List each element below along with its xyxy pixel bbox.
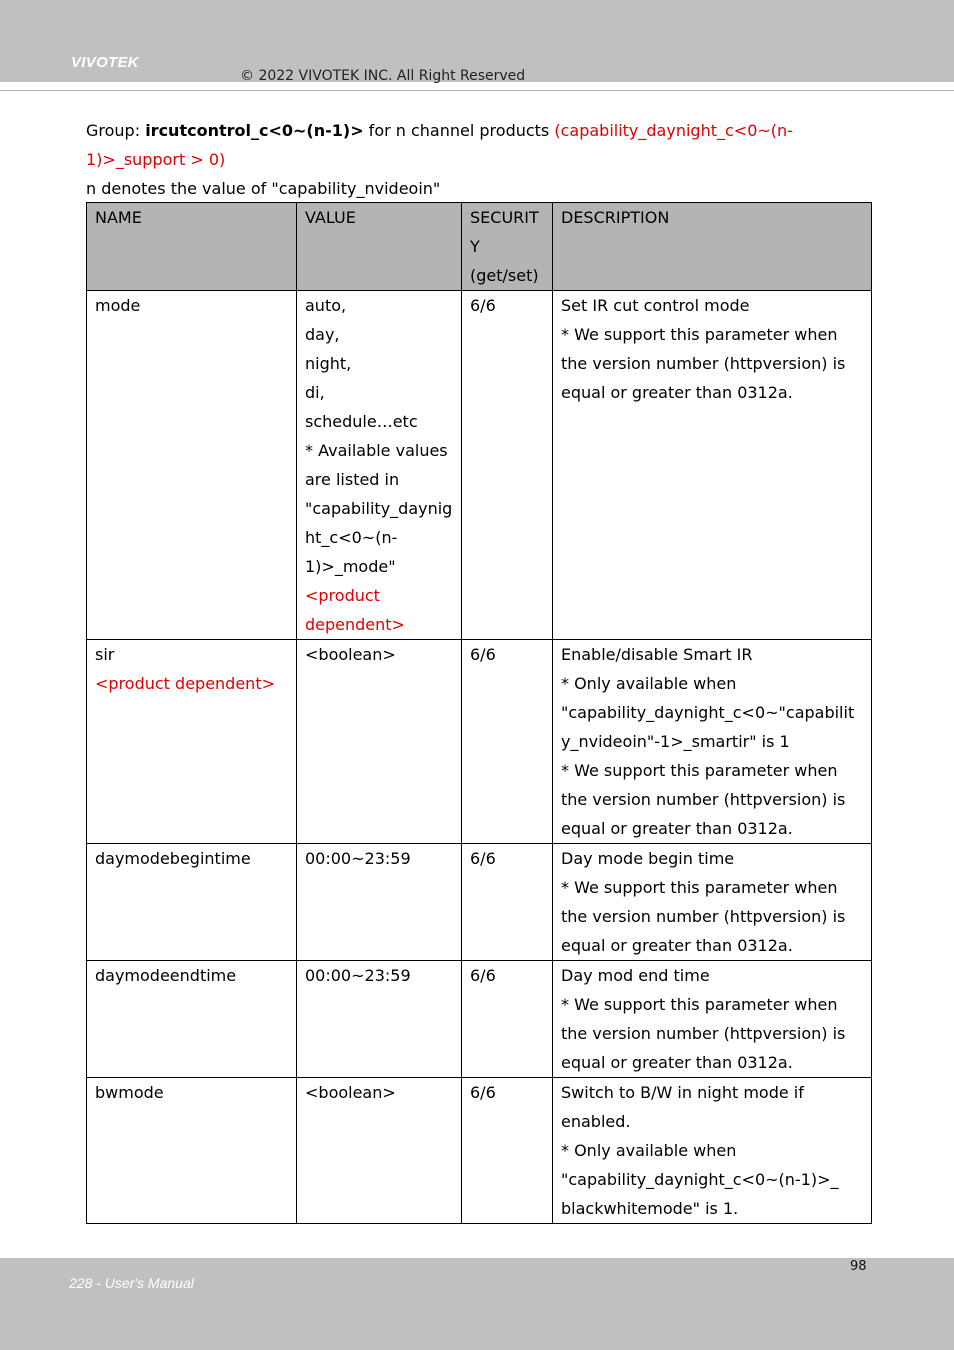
group-name: ircutcontrol_c<0~(n-1)> <box>145 121 364 140</box>
param-description-cell <box>553 844 872 961</box>
header-name: NAME <box>87 203 297 291</box>
param-value-line: * Available values are listed in "capability_daynight_c<0~(n-1)>_mode" <box>305 441 453 576</box>
param-name: daymodebegintime <box>95 849 251 868</box>
header-description: DESCRIPTION <box>553 203 872 291</box>
param-description-cell <box>553 640 872 844</box>
param-description-line: * Only available when "capability_daynight_c<0~(n-1)>_ blackwhitemode" is 1. <box>561 1141 839 1218</box>
param-security: 6/6 <box>470 1083 496 1102</box>
page-header <box>0 0 954 82</box>
param-value-line: <boolean> <box>305 645 396 664</box>
param-name-cell <box>87 844 297 961</box>
param-security-cell <box>462 961 553 1078</box>
param-security: 6/6 <box>470 966 496 985</box>
param-value-line: 00:00~23:59 <box>305 966 411 985</box>
param-security: 6/6 <box>470 296 496 315</box>
param-value-cell <box>297 291 462 640</box>
param-value-cell <box>297 961 462 1078</box>
param-description-line: Set IR cut control mode <box>561 296 750 315</box>
param-description-line: Day mode begin time <box>561 849 735 868</box>
group-condition: (capability_daynight_c<0~(n-1)>_support > 0) <box>86 121 793 169</box>
param-value-line: night, <box>305 354 352 373</box>
page-number: 98 <box>850 1259 867 1274</box>
param-value-line: auto, <box>305 296 347 315</box>
param-value-line: di, <box>305 383 325 402</box>
table-row <box>87 291 872 640</box>
param-security: 6/6 <box>470 849 496 868</box>
param-value-line: <boolean> <box>305 1083 396 1102</box>
page-footer <box>0 1258 954 1350</box>
param-name: mode <box>95 296 141 315</box>
param-security-cell <box>462 291 553 640</box>
table-row <box>87 961 872 1078</box>
param-description-line: Switch to B/W in night mode if enabled. <box>561 1083 804 1131</box>
header-security: SECURITY (get/set) <box>462 203 553 291</box>
param-description-line: * Only available when "capability_daynight_c<0~"capability_nvideoin"-1>_smartir" is 1 <box>561 674 855 751</box>
header-value: VALUE <box>297 203 462 291</box>
table-row <box>87 640 872 844</box>
param-value-cell <box>297 640 462 844</box>
table-body <box>87 291 872 1224</box>
param-description-line: Enable/disable Smart IR <box>561 645 753 664</box>
brand-logo: VIVOTEK <box>71 54 139 71</box>
param-description-line: Day mod end time <box>561 966 710 985</box>
param-name-cell <box>87 961 297 1078</box>
param-description-line: * We support this parameter when the version number (httpversion) is equal or greater than 0312a. <box>561 761 846 838</box>
product-dependent-note: <product dependent> <box>305 586 405 634</box>
product-dependent-note: <product dependent> <box>95 674 275 693</box>
nvideoin-note: n denotes the value of "capability_nvideoin" <box>86 179 441 198</box>
param-value-cell <box>297 844 462 961</box>
copyright-text: © 2022 VIVOTEK INC. All Right Reserved <box>240 68 526 84</box>
param-description-cell <box>553 291 872 640</box>
param-name-cell <box>87 640 297 844</box>
param-value-cell <box>297 1078 462 1224</box>
param-name: bwmode <box>95 1083 164 1102</box>
param-description-cell <box>553 961 872 1078</box>
param-value-line: schedule…etc <box>305 412 418 431</box>
param-name: sir <box>95 645 115 664</box>
param-security-cell <box>462 640 553 844</box>
param-description-cell <box>553 1078 872 1224</box>
param-description-line: * We support this parameter when the version number (httpversion) is equal or greater than 0312a. <box>561 878 846 955</box>
table-row <box>87 844 872 961</box>
param-value-line: day, <box>305 325 340 344</box>
group-mid: for n channel products <box>363 121 555 140</box>
group-prefix: Group: <box>86 121 146 140</box>
manual-label: 228 - User's Manual <box>69 1275 194 1291</box>
parameter-table <box>86 202 872 1224</box>
param-description-line: * We support this parameter when the version number (httpversion) is equal or greater than 0312a. <box>561 325 846 402</box>
param-security-cell <box>462 844 553 961</box>
header-divider <box>0 90 954 91</box>
intro-section <box>86 116 866 203</box>
param-name: daymodeendtime <box>95 966 237 985</box>
table-header-row <box>87 203 872 291</box>
param-security-cell <box>462 1078 553 1224</box>
param-name-cell <box>87 1078 297 1224</box>
param-description-line: * We support this parameter when the version number (httpversion) is equal or greater than 0312a. <box>561 995 846 1072</box>
param-value-line: 00:00~23:59 <box>305 849 411 868</box>
group-line <box>86 116 866 174</box>
table-row <box>87 1078 872 1224</box>
param-name-cell <box>87 291 297 640</box>
param-security: 6/6 <box>470 645 496 664</box>
